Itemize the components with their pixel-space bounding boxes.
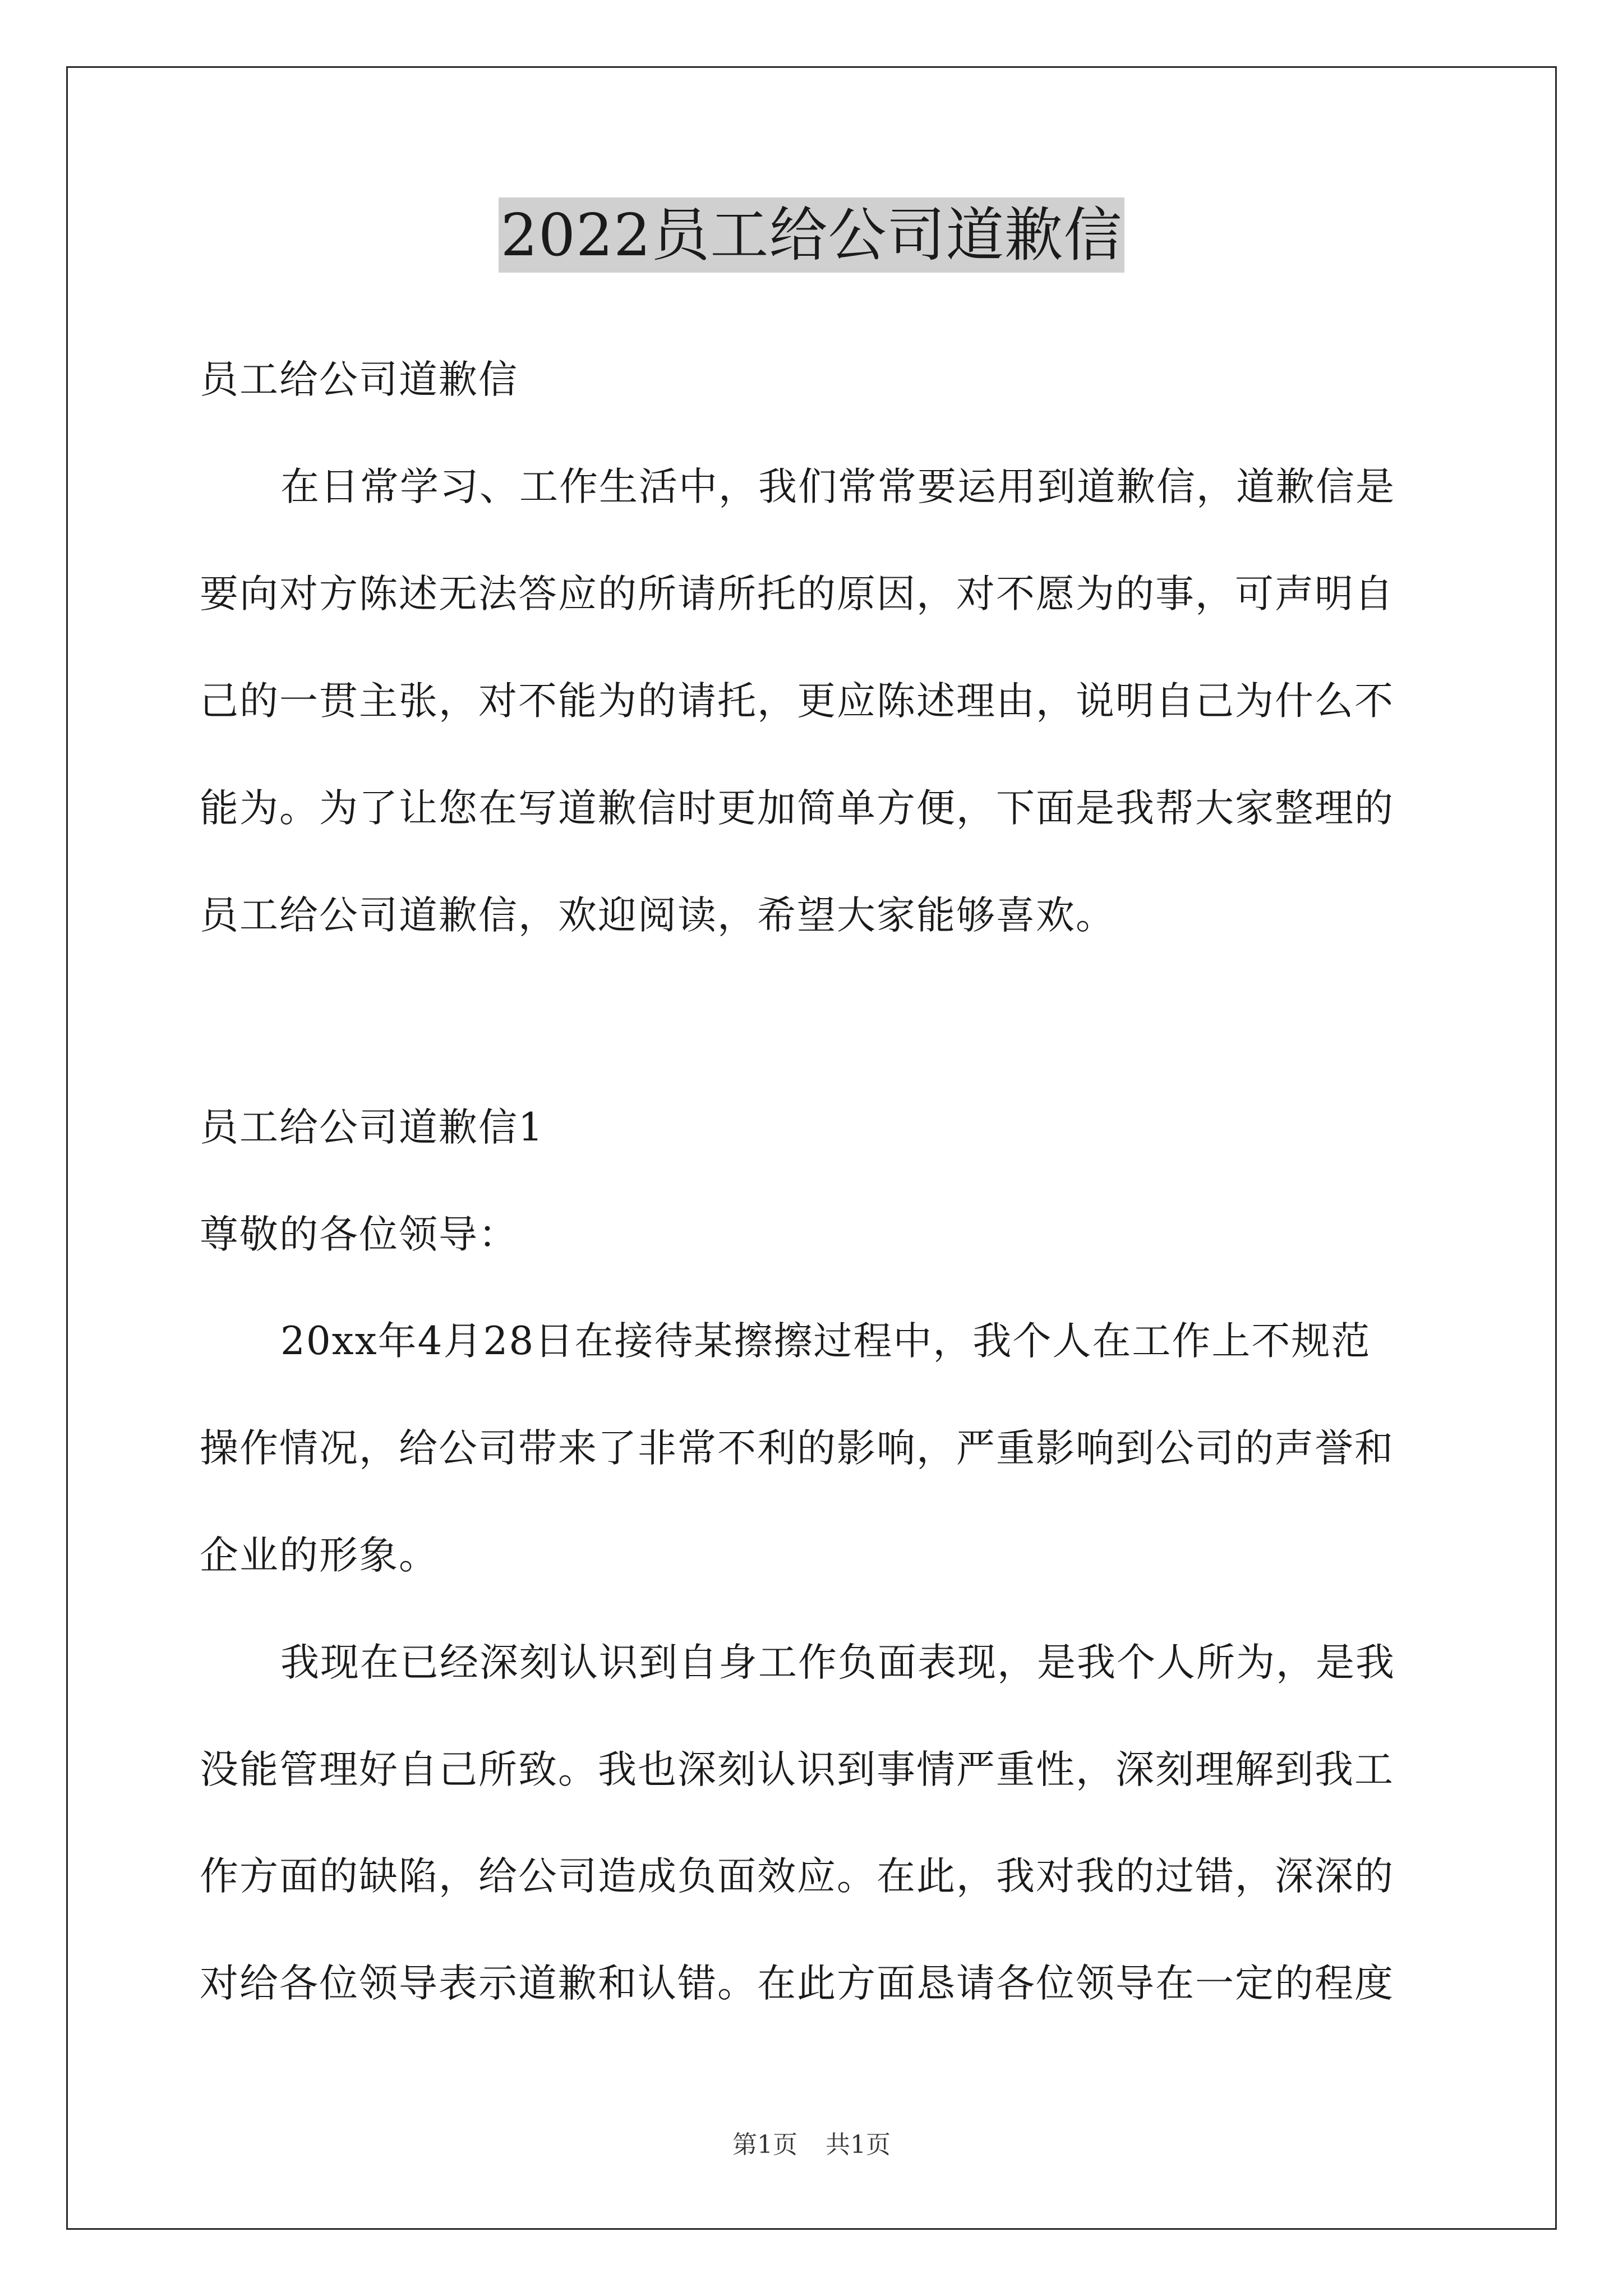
paragraph-line: 操作情况，给公司带来了非常不利的影响，严重影响到公司的声誉和 [200,1426,1394,1471]
title-container [0,197,1623,273]
intro-line: 在日常学习、工作生活中，我们常常要运用到道歉信，道歉信是 [280,464,1395,509]
paragraph-line: 没能管理好自己所致。我也深刻认识到事情严重性，深刻理解到我工 [200,1747,1394,1792]
paragraph-line: 20xx年4月28日在接待某擦擦过程中，我个人在工作上不规范 [280,1319,1371,1364]
paragraph-line: 作方面的缺陷，给公司造成负面效应。在此，我对我的过错，深深的 [200,1854,1394,1899]
page-number: 第1页 [732,2131,797,2159]
salutation: 尊敬的各位领导： [200,1212,518,1257]
intro-line: 己的一贯主张，对不能为的请托，更应陈述理由，说明自己为什么不 [200,679,1394,724]
document-title: 2022员工给公司道歉信 [499,197,1125,273]
intro-line: 员工给公司道歉信，欢迎阅读，希望大家能够喜欢。 [200,893,1115,938]
intro-line: 能为。为了让您在写道歉信时更加简单方便，下面是我帮大家整理的 [200,786,1394,831]
page-footer [0,2129,1623,2161]
section-heading: 员工给公司道歉信 [200,357,518,402]
paragraph-line: 对给各位领导表示道歉和认错。在此方面恳请各位领导在一定的程度 [200,1961,1394,2006]
page-total: 共1页 [826,2131,891,2159]
paragraph-line: 企业的形象。 [200,1533,439,1578]
paragraph-line: 我现在已经深刻认识到自身工作负面表现，是我个人所为，是我 [280,1640,1395,1685]
intro-line: 要向对方陈述无法答应的所请所托的原因，对不愿为的事，可声明自 [200,572,1394,616]
letter-heading: 员工给公司道歉信1 [200,1105,544,1150]
